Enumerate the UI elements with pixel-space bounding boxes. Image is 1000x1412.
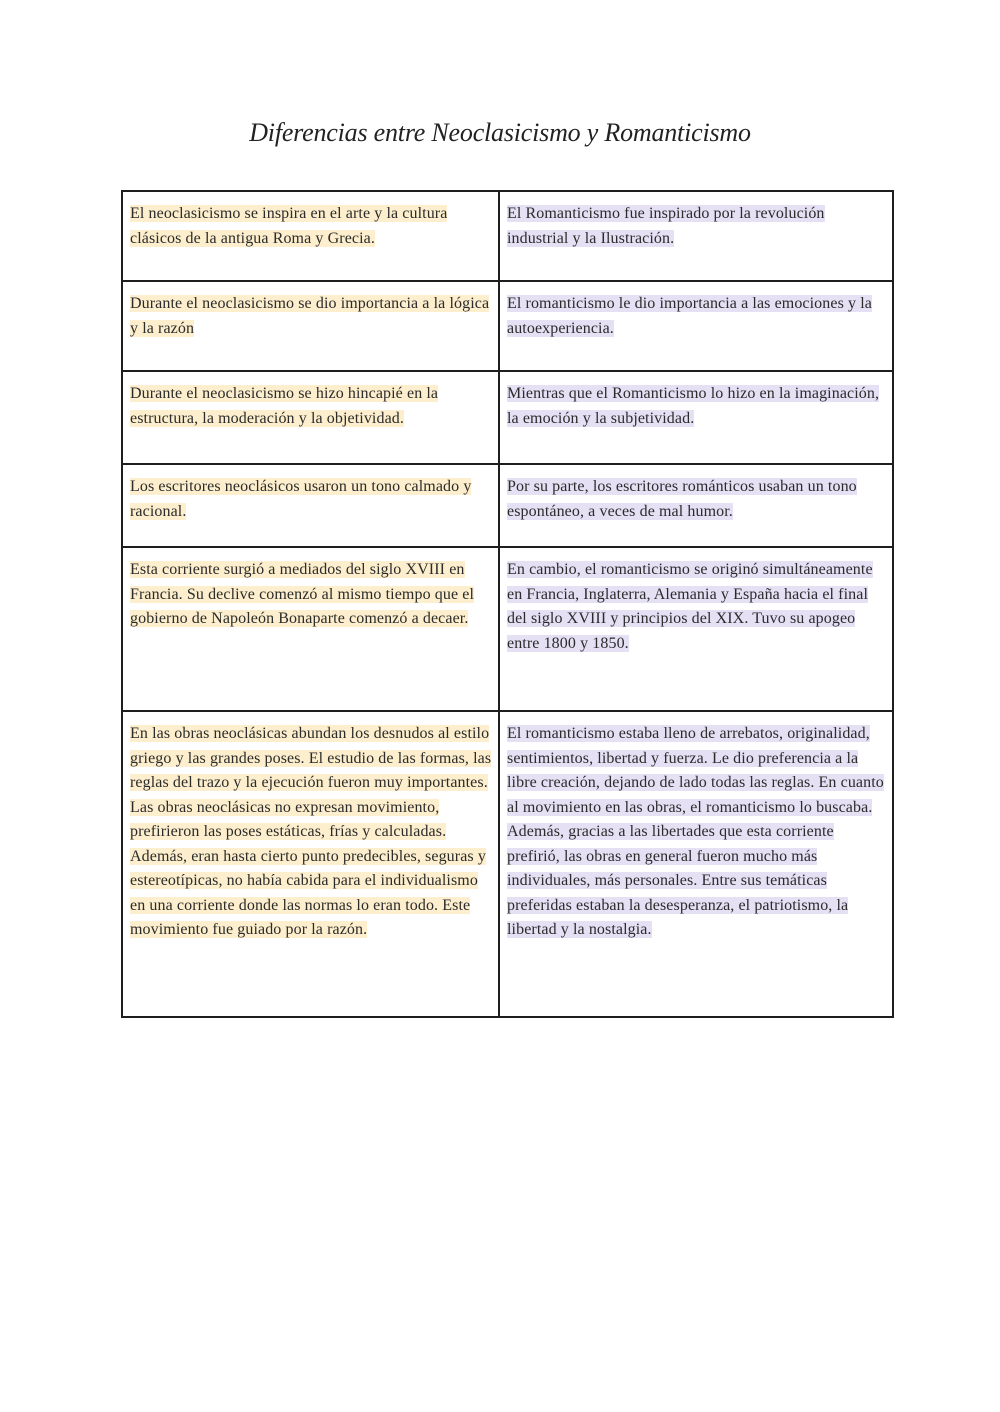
neoclasicismo-text: En las obras neoclásicas abundan los desnudos al estilo griego y las grandes poses. El estudio de las formas, las reglas del trazo y la ejecución fueron muy importantes. Las obras neoclásicas no expresan movimiento, prefirieron las poses estáticas, frías y calculadas. Además, eran hasta cierto punto predecibles, seguras y estereotípicas, no había cabida para el individualismo en una corriente donde las normas lo eran todo. Este movimiento fue guiado por la razón. bbox=[130, 725, 492, 938]
neoclasicismo-text: Los escritores neoclásicos usaron un tono calmado y racional. bbox=[130, 478, 472, 520]
table-row bbox=[122, 281, 893, 371]
neoclasicismo-cell bbox=[122, 711, 499, 1017]
romanticismo-cell bbox=[499, 191, 893, 281]
romanticismo-cell bbox=[499, 464, 893, 547]
neoclasicismo-cell bbox=[122, 371, 499, 464]
romanticismo-cell bbox=[499, 281, 893, 371]
table-row bbox=[122, 711, 893, 1017]
neoclasicismo-text: El neoclasicismo se inspira en el arte y la cultura clásicos de la antigua Roma y Grecia. bbox=[130, 205, 448, 247]
romanticismo-text: En cambio, el romanticismo se originó simultáneamente en Francia, Inglaterra, Alemania y España hacia el final del siglo XVIII y principios del XIX. Tuvo su apogeo entre 1800 y 1850. bbox=[507, 561, 873, 652]
table-row bbox=[122, 547, 893, 711]
romanticismo-text: El romanticismo le dio importancia a las emociones y la autoexperiencia. bbox=[507, 295, 872, 337]
romanticismo-text: El Romanticismo fue inspirado por la revolución industrial y la Ilustración. bbox=[507, 205, 825, 247]
neoclasicismo-text: Durante el neoclasicismo se dio importancia a la lógica y la razón bbox=[130, 295, 490, 337]
romanticismo-cell bbox=[499, 711, 893, 1017]
neoclasicismo-cell bbox=[122, 547, 499, 711]
romanticismo-text: Mientras que el Romanticismo lo hizo en la imaginación, la emoción y la subjetividad. bbox=[507, 385, 880, 427]
neoclasicismo-text: Durante el neoclasicismo se hizo hincapié en la estructura, la moderación y la objetividad. bbox=[130, 385, 439, 427]
romanticismo-text: Por su parte, los escritores románticos usaban un tono espontáneo, a veces de mal humor. bbox=[507, 478, 857, 520]
neoclasicismo-cell bbox=[122, 464, 499, 547]
romanticismo-cell bbox=[499, 547, 893, 711]
table-row bbox=[122, 371, 893, 464]
neoclasicismo-cell bbox=[122, 281, 499, 371]
table-row bbox=[122, 464, 893, 547]
romanticismo-text: El romanticismo estaba lleno de arrebatos, originalidad, sentimientos, libertad y fuerza. Le dio preferencia a la libre creación, dejando de lado todas las reglas. En cuanto al movimiento en las obras, el romanticismo lo buscaba. Además, gracias a las libertades que esta corriente prefirió, las obras en general fueron mucho más individuales, más personales. Entre sus temáticas preferidas estaban la desesperanza, el patriotismo, la libertad y la nostalgia. bbox=[507, 725, 884, 938]
page-title: Diferencias entre Neoclasicismo y Romanticismo bbox=[249, 118, 751, 147]
neoclasicismo-text: Esta corriente surgió a mediados del siglo XVIII en Francia. Su declive comenzó al mismo tiempo que el gobierno de Napoleón Bonaparte comenzó a decaer. bbox=[130, 561, 475, 627]
table-row bbox=[122, 191, 893, 281]
romanticismo-cell bbox=[499, 371, 893, 464]
comparison-table bbox=[121, 190, 894, 1018]
neoclasicismo-cell bbox=[122, 191, 499, 281]
